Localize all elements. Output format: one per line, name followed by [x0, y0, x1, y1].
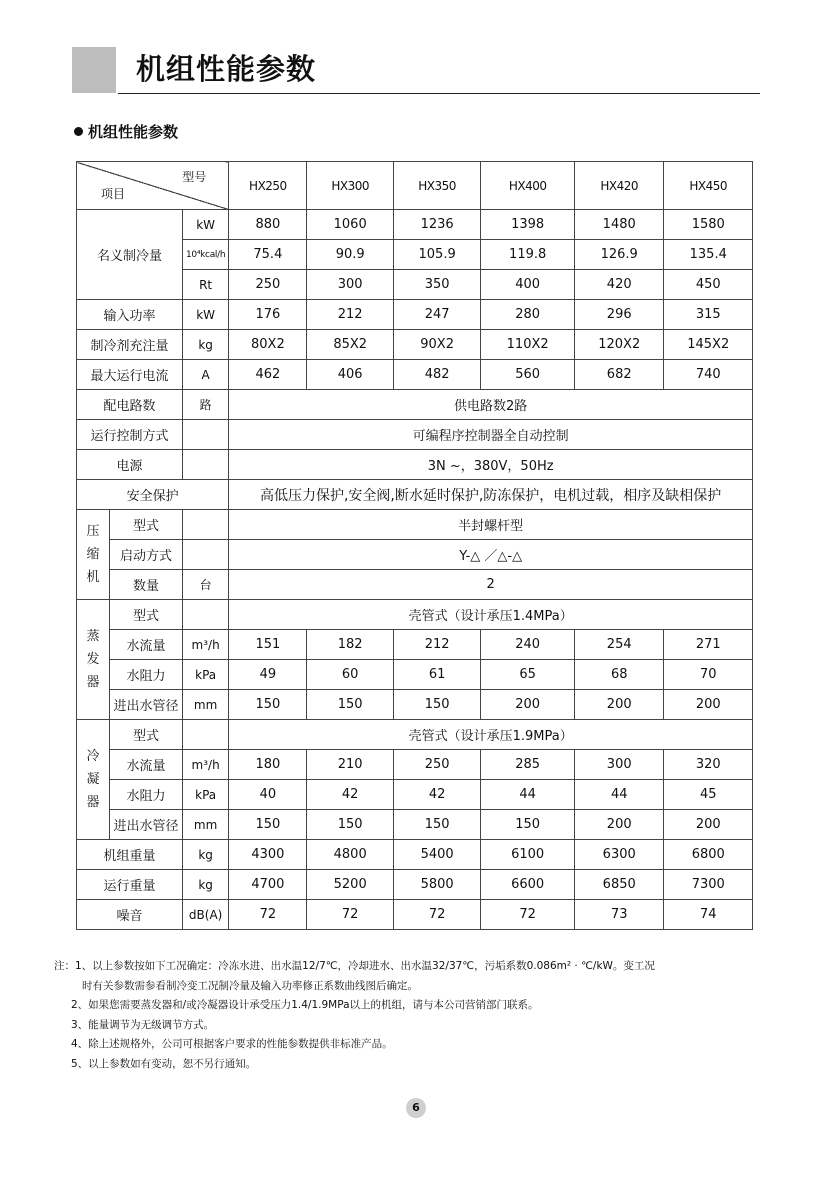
value-cell: 42: [307, 780, 393, 810]
unit-cell: [182, 720, 228, 750]
table-row: [77, 360, 753, 390]
value-cell: 4700: [229, 870, 307, 900]
unit-cell: A: [182, 360, 228, 390]
table-row: [77, 870, 753, 900]
table-row: [77, 570, 753, 600]
unit-cell: kW: [182, 300, 228, 330]
value-cell: 200: [664, 690, 753, 720]
note-5: 5、以上参数如有变动，恕不另行通知。: [71, 1057, 257, 1070]
value-cell: 44: [574, 780, 664, 810]
sub-label: 型式: [109, 600, 182, 630]
unit-cell: mm: [182, 810, 228, 840]
model-header: HX450: [664, 162, 753, 210]
table-row: [77, 780, 753, 810]
row-label-cooling: 名义制冷量: [77, 210, 183, 300]
value-cell: 1480: [574, 210, 664, 240]
value-cell: 182: [307, 630, 393, 660]
row-label-unit-weight: 机组重量: [77, 840, 183, 870]
value-cell: 300: [307, 270, 393, 300]
value-cell: 462: [229, 360, 307, 390]
value-cell: 1060: [307, 210, 393, 240]
value-cell: 105.9: [393, 240, 480, 270]
notes-block: [54, 957, 794, 1074]
value-cell: 296: [574, 300, 664, 330]
value-cell: 6850: [574, 870, 664, 900]
value-cell: 212: [393, 630, 480, 660]
bullet-icon: [74, 127, 83, 136]
unit-cell: kW: [182, 210, 228, 240]
value-cell: 90.9: [307, 240, 393, 270]
value-cell: 240: [481, 630, 575, 660]
table-row: [77, 720, 753, 750]
note-1-continued: 时有关参数需参看制冷变工况制冷量及输入功率修正系数曲线图后确定。: [82, 979, 418, 992]
unit-cell: dB(A): [182, 900, 228, 930]
value-cell: 80X2: [229, 330, 307, 360]
value-cell: 200: [664, 810, 753, 840]
table-row: [77, 210, 753, 240]
unit-cell: kPa: [182, 780, 228, 810]
value-cell: 200: [481, 690, 575, 720]
sub-label: 进出水管径: [109, 690, 182, 720]
unit-cell: m³/h: [182, 630, 228, 660]
sub-label: 启动方式: [109, 540, 182, 570]
performance-table: [76, 161, 753, 930]
unit-cell: kPa: [182, 660, 228, 690]
value-cell: 320: [664, 750, 753, 780]
value-cell: 1580: [664, 210, 753, 240]
value-cell: 65: [481, 660, 575, 690]
table-row: [77, 300, 753, 330]
table-header-row: [77, 162, 753, 210]
span-value-cell: 可编程序控制器全自动控制: [229, 420, 753, 450]
unit-cell: 台: [182, 570, 228, 600]
value-cell: 482: [393, 360, 480, 390]
value-cell: 74: [664, 900, 753, 930]
value-cell: 350: [393, 270, 480, 300]
value-cell: 42: [393, 780, 480, 810]
value-cell: 1236: [393, 210, 480, 240]
value-cell: 271: [664, 630, 753, 660]
value-cell: 151: [229, 630, 307, 660]
unit-cell: mm: [182, 690, 228, 720]
note-1: 1、以上参数按如下工况确定：冷冻水进、出水温12/7℃，冷却进水、出水温32/37℃，污垢系数0.086m² · ℃/kW。变工况: [75, 960, 655, 972]
group-label-evaporator: [77, 600, 110, 720]
value-cell: 40: [229, 780, 307, 810]
value-cell: 254: [574, 630, 664, 660]
value-cell: 150: [307, 810, 393, 840]
value-cell: 73: [574, 900, 664, 930]
value-cell: 210: [307, 750, 393, 780]
span-value-cell: 高低压力保护,安全阀,断水延时保护,防冻保护，电机过载，相序及缺相保护: [229, 480, 753, 510]
value-cell: 150: [229, 690, 307, 720]
value-cell: 212: [307, 300, 393, 330]
value-cell: 4300: [229, 840, 307, 870]
sub-label: 进出水管径: [109, 810, 182, 840]
value-cell: 280: [481, 300, 575, 330]
group-label-text: 压缩机: [86, 524, 100, 585]
unit-cell: Rt: [182, 270, 228, 300]
table-row: [77, 540, 753, 570]
unit-cell: [182, 600, 228, 630]
value-cell: 200: [574, 810, 664, 840]
corner-model-label: 型号: [182, 170, 207, 184]
row-label-refrigerant: 制冷剂充注量: [77, 330, 183, 360]
table-row: [77, 420, 753, 450]
unit-cell: m³/h: [182, 750, 228, 780]
value-cell: 61: [393, 660, 480, 690]
value-cell: 110X2: [481, 330, 575, 360]
table-row: [77, 390, 753, 420]
value-cell: 70: [664, 660, 753, 690]
table-row: [77, 900, 753, 930]
page-title: 机组性能参数: [136, 52, 317, 86]
value-cell: 6100: [481, 840, 575, 870]
unit-cell: kg: [182, 840, 228, 870]
value-cell: 44: [481, 780, 575, 810]
value-cell: 150: [393, 810, 480, 840]
row-label-max-current: 最大运行电流: [77, 360, 183, 390]
value-cell: 126.9: [574, 240, 664, 270]
value-cell: 85X2: [307, 330, 393, 360]
value-cell: 250: [393, 750, 480, 780]
value-cell: 68: [574, 660, 664, 690]
group-label-text: 冷凝器: [86, 749, 100, 810]
value-cell: 180: [229, 750, 307, 780]
table-row: [77, 690, 753, 720]
note-line: [54, 957, 794, 977]
unit-cell: 路: [182, 390, 228, 420]
value-cell: 200: [574, 690, 664, 720]
section-title-text: 机组性能参数: [88, 123, 179, 141]
note-3: 3、能量调节为无级调节方式。: [71, 1018, 215, 1031]
unit-cell: 10⁴kcal/h: [182, 240, 228, 270]
value-cell: 75.4: [229, 240, 307, 270]
span-value-cell: 供电路数2路: [229, 390, 753, 420]
header-gray-block: [72, 47, 116, 93]
value-cell: 72: [229, 900, 307, 930]
value-cell: 315: [664, 300, 753, 330]
value-cell: 400: [481, 270, 575, 300]
value-cell: 49: [229, 660, 307, 690]
group-label-condenser: [77, 720, 110, 840]
header-divider: [118, 93, 760, 94]
unit-cell: kg: [182, 330, 228, 360]
value-cell: 150: [481, 810, 575, 840]
value-cell: 4800: [307, 840, 393, 870]
span-value-cell: 2: [229, 570, 753, 600]
table-row: [77, 810, 753, 840]
row-label-safety: 安全保护: [77, 480, 229, 510]
sub-label: 水阻力: [109, 660, 182, 690]
unit-cell: [182, 420, 228, 450]
table-row: [77, 450, 753, 480]
page-number: 6: [406, 1098, 426, 1118]
span-value-cell: 壳管式（设计承压1.4MPa）: [229, 600, 753, 630]
unit-cell: [182, 450, 228, 480]
value-cell: 880: [229, 210, 307, 240]
value-cell: 90X2: [393, 330, 480, 360]
value-cell: 5400: [393, 840, 480, 870]
value-cell: 250: [229, 270, 307, 300]
value-cell: 72: [481, 900, 575, 930]
unit-cell: kg: [182, 870, 228, 900]
row-label-input-power: 输入功率: [77, 300, 183, 330]
note-2: 2、如果您需要蒸发器和/或冷凝器设计承受压力1.4/1.9MPa以上的机组，请与本公司营销部门联系。: [71, 999, 539, 1011]
value-cell: 300: [574, 750, 664, 780]
note-4: 4、除上述规格外，公司可根据客户要求的性能参数提供非标准产品。: [71, 1038, 393, 1050]
value-cell: 72: [393, 900, 480, 930]
value-cell: 5200: [307, 870, 393, 900]
value-cell: 119.8: [481, 240, 575, 270]
model-header: HX400: [481, 162, 575, 210]
row-label-noise: 噪音: [77, 900, 183, 930]
table-row: [77, 750, 753, 780]
group-label-text: 蒸发器: [86, 629, 100, 690]
sub-label: 型式: [109, 510, 182, 540]
value-cell: 6800: [664, 840, 753, 870]
unit-cell: [182, 510, 228, 540]
value-cell: 176: [229, 300, 307, 330]
value-cell: 150: [307, 690, 393, 720]
row-label-circuits: 配电路数: [77, 390, 183, 420]
value-cell: 560: [481, 360, 575, 390]
span-value-cell: 壳管式（设计承压1.9MPa）: [229, 720, 753, 750]
sub-label: 水流量: [109, 750, 182, 780]
value-cell: 45: [664, 780, 753, 810]
model-header: HX300: [307, 162, 393, 210]
table-row: [77, 840, 753, 870]
model-header: HX250: [229, 162, 307, 210]
span-value-cell: Y-△ ／△-△: [229, 540, 753, 570]
value-cell: 406: [307, 360, 393, 390]
value-cell: 60: [307, 660, 393, 690]
table-row: [77, 600, 753, 630]
corner-item-label: 项目: [101, 187, 126, 201]
table-row: [77, 480, 753, 510]
value-cell: 120X2: [574, 330, 664, 360]
value-cell: 150: [229, 810, 307, 840]
table-row: [77, 330, 753, 360]
group-label-compressor: [77, 510, 110, 600]
table-row: [77, 660, 753, 690]
value-cell: 145X2: [664, 330, 753, 360]
value-cell: 5800: [393, 870, 480, 900]
value-cell: 285: [481, 750, 575, 780]
row-label-running-weight: 运行重量: [77, 870, 183, 900]
model-header: HX420: [574, 162, 664, 210]
value-cell: 247: [393, 300, 480, 330]
corner-cell: [77, 162, 229, 210]
sub-label: 水流量: [109, 630, 182, 660]
table-row: [77, 510, 753, 540]
value-cell: 450: [664, 270, 753, 300]
value-cell: 6300: [574, 840, 664, 870]
unit-cell: [182, 540, 228, 570]
value-cell: 1398: [481, 210, 575, 240]
value-cell: 6600: [481, 870, 575, 900]
value-cell: 682: [574, 360, 664, 390]
value-cell: 740: [664, 360, 753, 390]
section-title: [74, 121, 178, 142]
span-value-cell: 半封螺杆型: [229, 510, 753, 540]
model-header: HX350: [393, 162, 480, 210]
value-cell: 150: [393, 690, 480, 720]
value-cell: 420: [574, 270, 664, 300]
sub-label: 水阻力: [109, 780, 182, 810]
sub-label: 数量: [109, 570, 182, 600]
table-row: [77, 630, 753, 660]
row-label-control: 运行控制方式: [77, 420, 183, 450]
notes-prefix: 注：: [54, 960, 75, 972]
span-value-cell: 3N ~，380V，50Hz: [229, 450, 753, 480]
value-cell: 7300: [664, 870, 753, 900]
row-label-power-supply: 电源: [77, 450, 183, 480]
sub-label: 型式: [109, 720, 182, 750]
value-cell: 135.4: [664, 240, 753, 270]
value-cell: 72: [307, 900, 393, 930]
